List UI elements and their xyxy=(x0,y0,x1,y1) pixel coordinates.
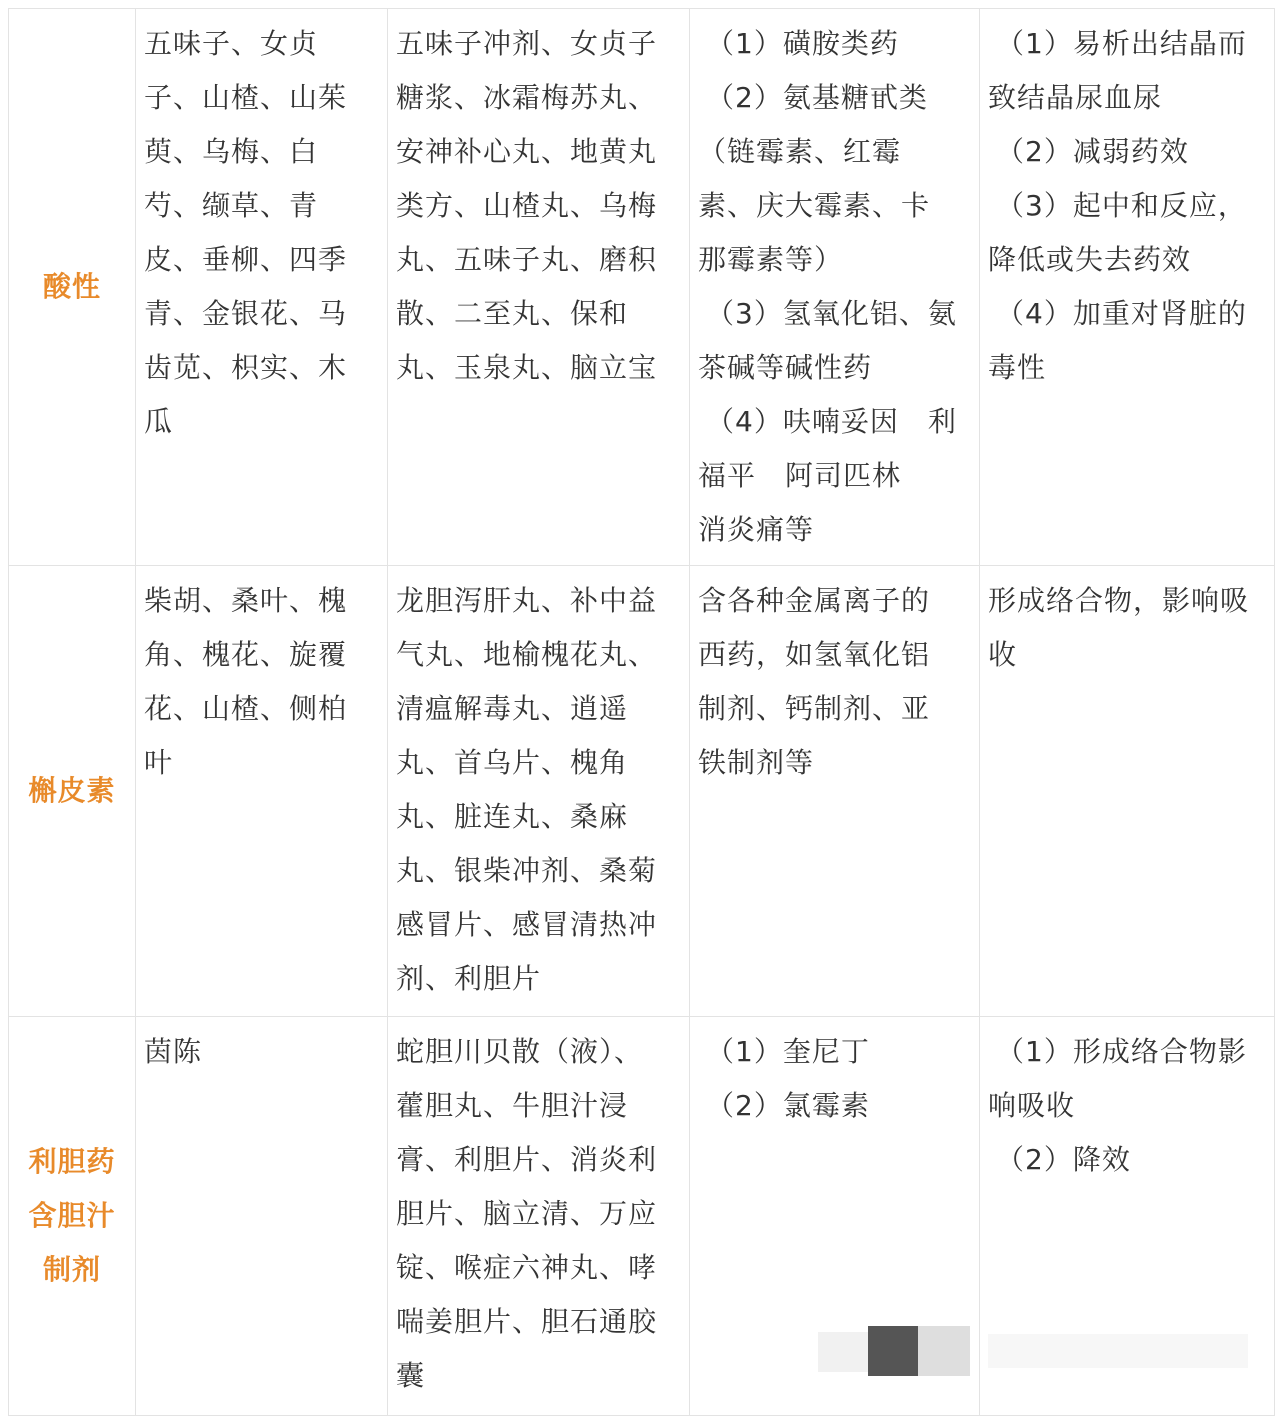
drug-interaction-table xyxy=(8,8,1275,1416)
cell-text-line: 那霉素等） xyxy=(698,243,844,276)
cell-text-line: 丸、首乌片、槐角 xyxy=(396,746,629,779)
cell-text-line: 形成络合物，影响吸 xyxy=(988,584,1250,617)
category-label: 槲皮素 xyxy=(28,774,116,807)
watermark-overlay xyxy=(818,1326,1258,1376)
cell-text-line: 丸、玉泉丸、脑立宝 xyxy=(396,351,658,384)
western-drug-cell xyxy=(690,566,980,1017)
cell-text-line: 收 xyxy=(988,638,1018,671)
cell-text-line: 柴胡、桑叶、槐 xyxy=(144,584,348,617)
cell-text-line: 类方、山楂丸、乌梅 xyxy=(396,189,658,222)
cell-text-line: 散、二至丸、保和 xyxy=(396,297,629,330)
watermark-block xyxy=(868,1326,918,1376)
cell-text-line: 皮、垂柳、四季 xyxy=(144,243,348,276)
cell-text-line: 含各种金属离子的 xyxy=(698,584,931,617)
cell-text-line: 蛇胆川贝散（液）、 xyxy=(396,1035,644,1068)
cell-text-line: 角、槐花、旋覆 xyxy=(144,638,348,671)
cell-text-line: 齿苋、枳实、木 xyxy=(144,351,348,384)
cell-text-line: （2）降效 xyxy=(996,1143,1131,1176)
western-drug-cell xyxy=(690,9,980,566)
cell-text-line: 膏、利胆片、消炎利 xyxy=(396,1143,658,1176)
cell-text-line: 茵陈 xyxy=(144,1035,203,1068)
effect-cell xyxy=(980,566,1275,1017)
cell-text-line: 藿胆丸、牛胆汁浸 xyxy=(396,1089,629,1122)
cell-text-line: 清瘟解毒丸、逍遥 xyxy=(396,692,629,725)
table-body xyxy=(9,9,1275,1416)
category-cell xyxy=(9,566,136,1017)
cell-text-line: （1）形成络合物影 xyxy=(996,1035,1247,1068)
cell-text-line: 制剂 xyxy=(42,1253,101,1286)
cell-text-line: 糖浆、冰霜梅苏丸、 xyxy=(396,81,658,114)
cell-text-line: 利胆药 xyxy=(28,1145,116,1178)
cell-text-line: 五味子冲剂、女贞子 xyxy=(396,27,658,60)
cell-text-line: （1）磺胺类药 xyxy=(706,27,899,60)
category-cell xyxy=(9,9,136,566)
cell-text-line: 丸、银柴冲剂、桑菊 xyxy=(396,854,658,887)
cell-text-line: 制剂、钙制剂、亚 xyxy=(698,692,931,725)
cell-text-line: （2）氯霉素 xyxy=(706,1089,870,1122)
cell-text-line: （3）氢氧化铝、氨 xyxy=(706,297,957,330)
cell-text-line: 剂、利胆片 xyxy=(396,962,542,995)
cell-text-line: 感冒片、感冒清热冲 xyxy=(396,908,658,941)
cell-text-line: 消炎痛等 xyxy=(698,513,815,546)
interaction-table-container xyxy=(8,8,1274,1416)
cell-text-line: 丸、脏连丸、桑麻 xyxy=(396,800,629,833)
cell-text-line: 萸、乌梅、白 xyxy=(144,135,319,168)
cell-text-line: （2）减弱药效 xyxy=(996,135,1189,168)
cell-text-line: 花、山楂、侧柏 xyxy=(144,692,348,725)
effect-cell xyxy=(980,9,1275,566)
cell-text-line: （1）易析出结晶而 xyxy=(996,27,1247,60)
cell-text-line: 安神补心丸、地黄丸 xyxy=(396,135,658,168)
category-label: 酸性 xyxy=(42,270,101,303)
cell-text-line: 胆片、脑立清、万应 xyxy=(396,1197,658,1230)
cell-text-line: 铁制剂等 xyxy=(698,746,815,779)
table-row xyxy=(9,9,1275,566)
category-cell xyxy=(9,1017,136,1416)
cell-text-line: （4）呋喃妥因 利 xyxy=(706,405,957,438)
cell-text-line: 子、山楂、山茱 xyxy=(144,81,348,114)
cell-text-line: 响吸收 xyxy=(988,1089,1076,1122)
cell-text-line: 含胆汁 xyxy=(28,1199,116,1232)
cell-text-line: 福平 阿司匹林 xyxy=(698,459,902,492)
herbs-cell xyxy=(136,566,388,1017)
cell-text-line: 致结晶尿血尿 xyxy=(988,81,1163,114)
cell-text-line: 叶 xyxy=(144,746,174,779)
cell-text-line: 素、庆大霉素、卡 xyxy=(698,189,931,222)
watermark-block xyxy=(818,1332,868,1372)
cell-text-line: 降低或失去药效 xyxy=(988,243,1192,276)
patent-medicine-cell xyxy=(388,1017,690,1416)
cell-text-line: 芍、缬草、青 xyxy=(144,189,319,222)
patent-medicine-cell xyxy=(388,9,690,566)
cell-text-line: 瓜 xyxy=(144,405,174,438)
cell-text-line: 青、金银花、马 xyxy=(144,297,348,330)
cell-text-line: （3）起中和反应， xyxy=(996,189,1247,222)
cell-text-line: 五味子、女贞 xyxy=(144,27,319,60)
cell-text-line: 西药，如氢氧化铝 xyxy=(698,638,931,671)
herbs-cell xyxy=(136,9,388,566)
patent-medicine-cell xyxy=(388,566,690,1017)
cell-text-line: 茶碱等碱性药 xyxy=(698,351,873,384)
cell-text-line: 气丸、地榆槐花丸、 xyxy=(396,638,658,671)
cell-text-line: （链霉素、红霉 xyxy=(698,135,902,168)
cell-text-line: （2）氨基糖甙类 xyxy=(706,81,928,114)
cell-text-line: 囊 xyxy=(396,1359,426,1392)
cell-text-line: 龙胆泻肝丸、补中益 xyxy=(396,584,658,617)
herbs-cell xyxy=(136,1017,388,1416)
cell-text-line: 锭、喉症六神丸、哮 xyxy=(396,1251,658,1284)
cell-text-line: （4）加重对肾脏的 xyxy=(996,297,1247,330)
cell-text-line: 喘姜胆片、胆石通胶 xyxy=(396,1305,658,1338)
watermark-block xyxy=(988,1334,1248,1368)
watermark-block xyxy=(918,1326,970,1376)
cell-text-line: 毒性 xyxy=(988,351,1047,384)
cell-text-line: 丸、五味子丸、磨积 xyxy=(396,243,658,276)
table-row xyxy=(9,566,1275,1017)
cell-text-line: （1）奎尼丁 xyxy=(706,1035,870,1068)
